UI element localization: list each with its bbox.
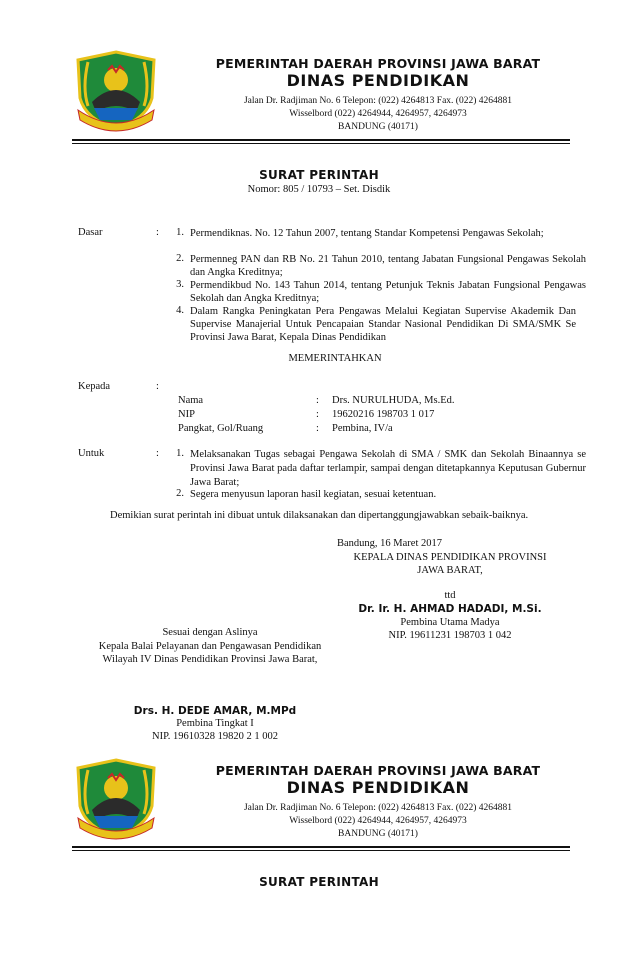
letterhead-city: BANDUNG (40171) bbox=[338, 122, 418, 132]
kepada-field-value: Pembina, IV/a bbox=[332, 423, 393, 434]
dasar-item-number: 4. bbox=[176, 305, 184, 316]
memerintahkan-heading: MEMERINTAHKAN bbox=[288, 353, 382, 364]
document-title: SURAT PERINTAH bbox=[259, 168, 379, 182]
letterhead-divider bbox=[72, 139, 570, 144]
dasar-colon: : bbox=[156, 227, 159, 238]
untuk-item-number: 1. bbox=[176, 448, 184, 459]
dasar-item: Permendiknas. No. 12 Tahun 2007, tentang Standar Kompetensi Pengawas Sekolah; bbox=[190, 228, 544, 239]
kepada-field-colon: : bbox=[316, 409, 319, 420]
west-java-emblem bbox=[74, 50, 158, 132]
kepada-colon: : bbox=[156, 381, 159, 392]
document-title: SURAT PERINTAH bbox=[259, 875, 379, 889]
kepada-field-key: Nama bbox=[178, 395, 204, 406]
untuk-item: Melaksanakan Tugas sebagai Pengawa Sekolah di SMA / SMK dan Sekolah Binaannya se Provinsi Jawa Barat pada daftar terlampir, sampai dengan ditetapkannya Keputusan Gubernur Jawa Barat; bbox=[190, 449, 586, 488]
signatory-position-line2: JAWA BARAT, bbox=[417, 565, 483, 576]
letterhead-office: DINAS PENDIDIKAN bbox=[286, 71, 470, 90]
letterhead-address-line2: Wisselbord (022) 4264944, 4264957, 4264973 bbox=[289, 816, 467, 826]
kepada-field-colon: : bbox=[316, 395, 319, 406]
untuk-label: Untuk bbox=[78, 448, 105, 459]
dasar-item-number: 3. bbox=[176, 279, 184, 290]
letterhead-address-line1: Jalan Dr. Radjiman No. 6 Telepon: (022) 4264813 Fax. (022) 4264881 bbox=[243, 803, 513, 813]
signatory-ttd: ttd bbox=[444, 590, 456, 601]
dasar-item-number: 1. bbox=[176, 227, 184, 238]
certifier-position-line1: Kepala Balai Pelayanan dan Pengawasan Pendidikan bbox=[98, 641, 322, 652]
certifier-name: Drs. H. DEDE AMAR, M.MPd bbox=[133, 705, 297, 717]
untuk-item: Segera menyusun laporan hasil kegiatan, sesuai ketentuan. bbox=[190, 489, 437, 500]
kepada-field-key: Pangkat, Gol/Ruang bbox=[178, 423, 264, 434]
kepada-field-colon: : bbox=[316, 423, 319, 434]
signatory-place-date: Bandung, 16 Maret 2017 bbox=[337, 538, 442, 549]
letterhead-divider bbox=[72, 846, 570, 851]
dasar-item: Permendikbud No. 143 Tahun 2014, tentang Petunjuk Teknis Jabatan Fungsional Pengawas Sekolah dan Angka Kreditnya; bbox=[190, 280, 586, 304]
signatory-name: Dr. Ir. H. AHMAD HADADI, M.Si. bbox=[358, 603, 542, 615]
certifier-rank: Pembina Tingkat I bbox=[176, 718, 254, 729]
letterhead-address-line1: Jalan Dr. Radjiman No. 6 Telepon: (022) 4264813 Fax. (022) 4264881 bbox=[243, 96, 513, 106]
dasar-item: Dalam Rangka Peningkatan Pera Pengawas Melalui Kegiatan Supervise Akademik Dan Supervise Manajerial Untuk Pencapaian Standar Nasional Pendidikan Di SMA/SMK Se Provinsi Jawa Barat, Kepala Dinas Pendidikan bbox=[190, 306, 576, 343]
letterhead-office: DINAS PENDIDIKAN bbox=[286, 778, 470, 797]
certifier-note: Sesuai dengan Aslinya bbox=[162, 627, 258, 638]
certifier-position-line2: Wilayah IV Dinas Pendidikan Provinsi Jawa Barat, bbox=[102, 654, 318, 665]
letterhead-government: PEMERINTAH DAERAH PROVINSI JAWA BARAT bbox=[215, 763, 541, 778]
document-number: Nomor: 805 / 10793 – Set. Disdik bbox=[247, 184, 391, 195]
letterhead-government: PEMERINTAH DAERAH PROVINSI JAWA BARAT bbox=[215, 56, 541, 71]
dasar-item-number: 2. bbox=[176, 253, 184, 264]
untuk-colon: : bbox=[156, 448, 159, 459]
kepada-field-value: 19620216 198703 1 017 bbox=[332, 409, 435, 420]
letterhead-city: BANDUNG (40171) bbox=[338, 829, 418, 839]
letterhead-address-line2: Wisselbord (022) 4264944, 4264957, 4264973 bbox=[289, 109, 467, 119]
west-java-emblem bbox=[74, 758, 158, 840]
certifier-nip: NIP. 19610328 19820 2 1 002 bbox=[151, 731, 278, 742]
kepada-label: Kepada bbox=[78, 381, 111, 392]
kepada-field-value: Drs. NURULHUDA, Ms.Ed. bbox=[332, 395, 455, 406]
signatory-rank: Pembina Utama Madya bbox=[400, 617, 500, 628]
closing-statement: Demikian surat perintah ini dibuat untuk dilaksanakan dan dipertanggungjawabkan sebaik-baiknya. bbox=[110, 510, 529, 521]
dasar-item: Permenneg PAN dan RB No. 21 Tahun 2010, tentang Jabatan Fungsional Pengawas Sekolah dan Angka Kreditnya; bbox=[190, 254, 586, 278]
kepada-field-key: NIP bbox=[178, 409, 195, 420]
signatory-nip: NIP. 19611231 198703 1 042 bbox=[388, 630, 512, 641]
untuk-item-number: 2. bbox=[176, 488, 184, 499]
signatory-position-line1: KEPALA DINAS PENDIDIKAN PROVINSI bbox=[353, 552, 547, 563]
dasar-label: Dasar bbox=[78, 227, 103, 238]
